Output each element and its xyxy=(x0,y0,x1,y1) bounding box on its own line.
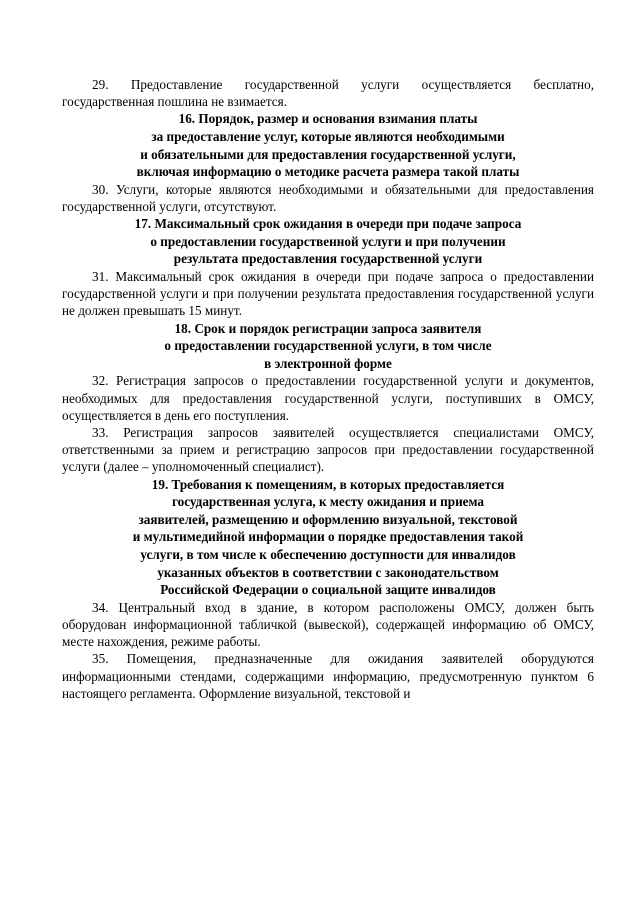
section-17-line-1: 17. Максимальный срок ожидания в очереди при подаче запроса xyxy=(134,216,522,232)
section-19-line-5: услуги, в том числе к обеспечению доступности для инвалидов xyxy=(140,546,516,562)
document-page xyxy=(62,76,594,702)
section-19-line-3: заявителей, размещению и оформлению визуальной, текстовой xyxy=(138,511,518,527)
section-16-line-3: и обязательными для предоставления государственной услуги, xyxy=(140,146,516,162)
section-19-line-1: 19. Требования к помещениям, в которых предоставляется xyxy=(151,476,505,492)
section-16-heading xyxy=(62,110,594,180)
section-19-line-7: Российской Федерации о социальной защите инвалидов xyxy=(160,582,496,598)
section-19-heading xyxy=(62,476,594,599)
section-19-line-4: и мультимедийной информации о порядке предоставления такой xyxy=(132,529,524,545)
section-18-heading xyxy=(62,320,594,373)
section-19-line-6: указанных объектов в соответствии с законодательством xyxy=(157,564,499,580)
paragraph-34: 34. Центральный вход в здание, в котором расположены ОМСУ, должен быть оборудован информационной табличкой (вывеской), содержащей информацию об ОМСУ, месте нахождения, режиме работы. xyxy=(62,599,594,650)
paragraph-29: 29. Предоставление государственной услуги осуществляется бесплатно, государственная пошлина не взимается. xyxy=(62,77,594,110)
section-17-heading xyxy=(62,215,594,268)
section-18-line-2: о предоставлении государственной услуги, в том числе xyxy=(164,338,492,354)
section-19-line-2: государственная услуга, к месту ожидания и приема xyxy=(171,494,485,510)
paragraph-33: 33. Регистрация запросов заявителей осуществляется специалистами ОМСУ, ответственными за прием и регистрацию запросов при предоставлении государственной услуги (далее – уполномоченный специалист). xyxy=(62,424,594,475)
section-16-line-4: включая информацию о методике расчета размера такой платы xyxy=(136,164,520,180)
section-17-line-2: о предоставлении государственной услуги и при получении xyxy=(150,233,506,249)
section-17-line-3: результата предоставления государственной услуги xyxy=(173,251,483,267)
section-18-line-3: в электронной форме xyxy=(264,355,392,371)
section-16-line-1: 16. Порядок, размер и основания взимания платы xyxy=(178,111,478,127)
section-16-line-2: за предоставление услуг, которые являются необходимыми xyxy=(151,129,505,144)
paragraph-31: 31. Максимальный срок ожидания в очереди при подаче запроса о предоставлении государственной услуги и при получении результата предоставления государственной услуги не должен превышать 15 минут. xyxy=(62,268,594,319)
paragraph-32: 32. Регистрация запросов о предоставлении государственной услуги и документов, необходимых для предоставления государственной услуги, поступивших в ОМСУ, осуществляется в день его поступления. xyxy=(62,373,594,423)
paragraph-30: 30. Услуги, которые являются необходимыми и обязательными для предоставления государственной услуги, отсутствуют. xyxy=(62,181,594,214)
paragraph-35: 35. Помещения, предназначенные для ожидания заявителей оборудуются информационными стендами, содержащими информацию, предусмотренную пунктом 6 настоящего регламента. Оформление визуальной, текстовой и xyxy=(62,651,594,701)
section-18-line-1: 18. Срок и порядок регистрации запроса заявителя xyxy=(174,320,482,336)
